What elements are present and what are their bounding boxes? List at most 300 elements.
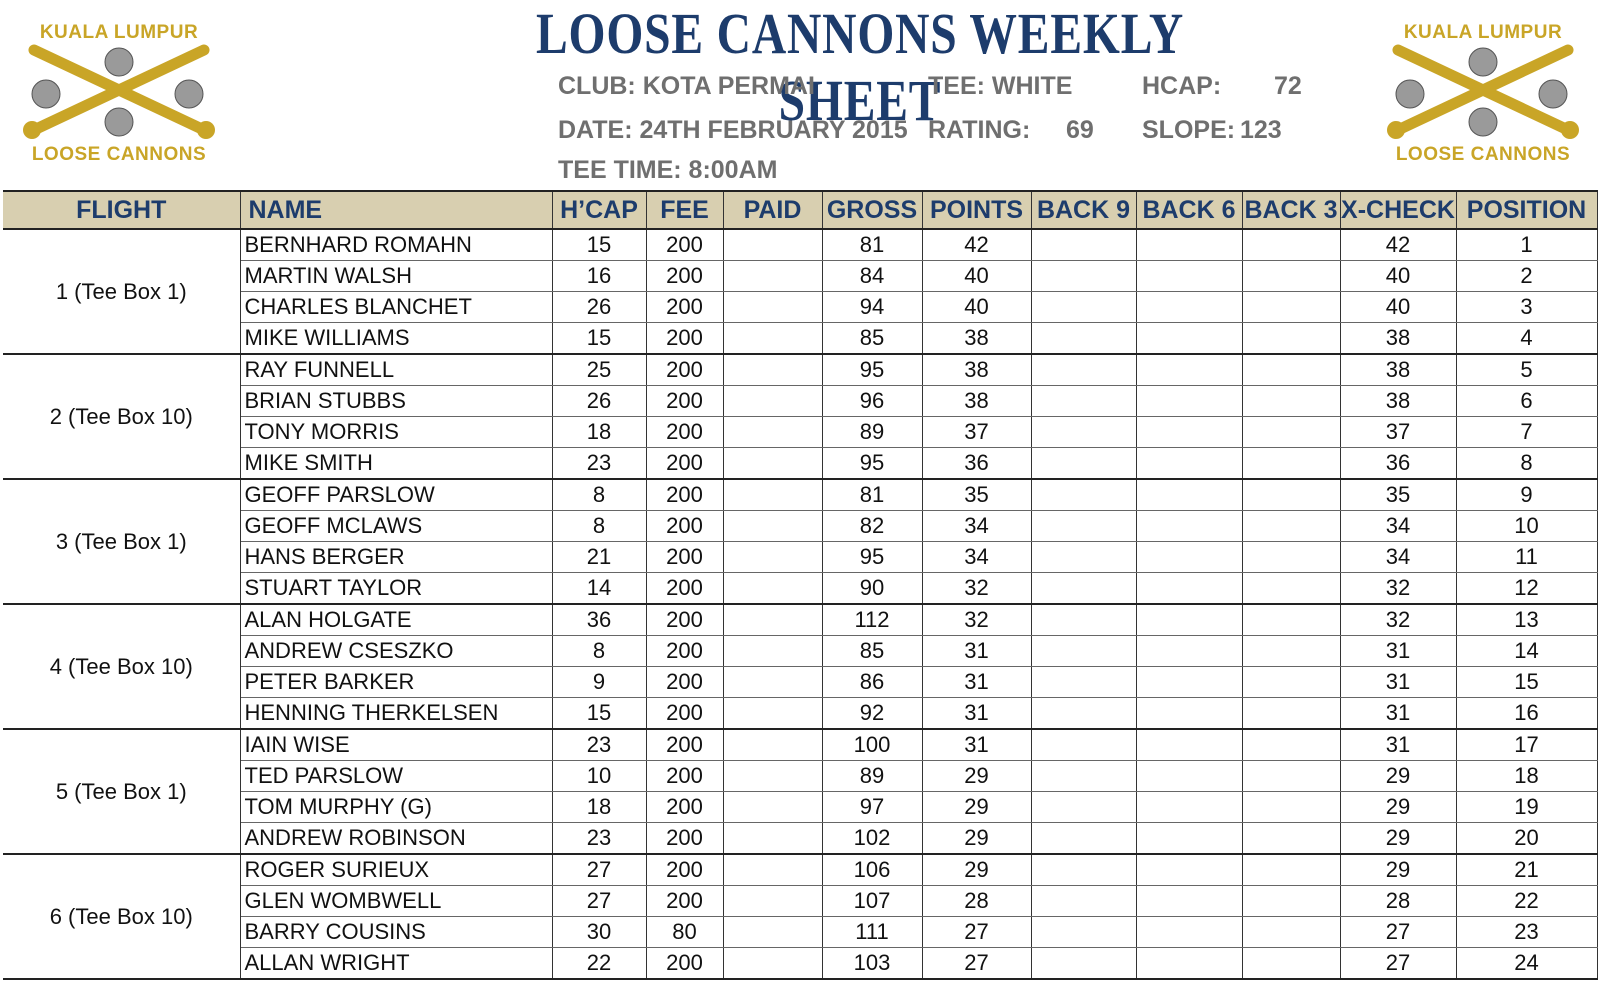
slope-label: SLOPE: xyxy=(1142,116,1236,144)
player-paid xyxy=(723,886,822,917)
player-position: 4 xyxy=(1456,323,1597,355)
rating-value: 69 xyxy=(1066,116,1094,144)
player-name: IAIN WISE xyxy=(240,729,552,761)
player-back9 xyxy=(1031,854,1136,886)
player-back6 xyxy=(1136,261,1242,292)
player-back3 xyxy=(1242,948,1340,980)
player-hcap: 21 xyxy=(552,542,646,573)
player-points: 27 xyxy=(922,948,1031,980)
player-xcheck: 27 xyxy=(1340,917,1456,948)
club-info: CLUB: KOTA PERMAI xyxy=(558,72,815,100)
slope-value: 123 xyxy=(1240,116,1282,144)
player-position: 20 xyxy=(1456,823,1597,855)
player-hcap: 36 xyxy=(552,604,646,636)
table-row xyxy=(3,917,1597,948)
player-back9 xyxy=(1031,698,1136,730)
flight-label: 5 (Tee Box 1) xyxy=(3,729,240,854)
player-points: 37 xyxy=(922,417,1031,448)
player-points: 40 xyxy=(922,261,1031,292)
hcap-value: 72 xyxy=(1274,72,1302,100)
player-position: 19 xyxy=(1456,792,1597,823)
player-xcheck: 34 xyxy=(1340,542,1456,573)
player-back3 xyxy=(1242,479,1340,511)
player-back3 xyxy=(1242,761,1340,792)
player-name: MARTIN WALSH xyxy=(240,261,552,292)
player-position: 6 xyxy=(1456,386,1597,417)
player-gross: 94 xyxy=(822,292,922,323)
player-paid xyxy=(723,948,822,980)
player-hcap: 14 xyxy=(552,573,646,605)
player-back9 xyxy=(1031,948,1136,980)
player-fee: 200 xyxy=(646,854,723,886)
player-fee: 200 xyxy=(646,573,723,605)
player-fee: 200 xyxy=(646,417,723,448)
crossed-cannons-icon xyxy=(1378,42,1588,142)
player-paid xyxy=(723,854,822,886)
player-hcap: 27 xyxy=(552,854,646,886)
player-points: 38 xyxy=(922,386,1031,417)
player-hcap: 26 xyxy=(552,292,646,323)
player-points: 29 xyxy=(922,792,1031,823)
table-row xyxy=(3,354,1597,386)
player-fee: 200 xyxy=(646,948,723,980)
player-fee: 200 xyxy=(646,729,723,761)
player-back3 xyxy=(1242,636,1340,667)
player-xcheck: 29 xyxy=(1340,854,1456,886)
player-back6 xyxy=(1136,854,1242,886)
player-position: 24 xyxy=(1456,948,1597,980)
player-back6 xyxy=(1136,386,1242,417)
player-paid xyxy=(723,698,822,730)
player-hcap: 18 xyxy=(552,417,646,448)
col-header-back6: BACK 6 xyxy=(1136,191,1242,229)
player-back9 xyxy=(1031,792,1136,823)
player-back6 xyxy=(1136,636,1242,667)
player-gross: 81 xyxy=(822,229,922,261)
player-gross: 92 xyxy=(822,698,922,730)
club-logo-right xyxy=(1378,18,1588,168)
player-back9 xyxy=(1031,354,1136,386)
player-xcheck: 37 xyxy=(1340,417,1456,448)
player-position: 8 xyxy=(1456,448,1597,480)
table-row xyxy=(3,479,1597,511)
player-points: 36 xyxy=(922,448,1031,480)
player-position: 10 xyxy=(1456,511,1597,542)
player-points: 31 xyxy=(922,698,1031,730)
player-back6 xyxy=(1136,511,1242,542)
col-header-name: NAME xyxy=(240,191,552,229)
player-points: 29 xyxy=(922,854,1031,886)
player-fee: 200 xyxy=(646,354,723,386)
player-hcap: 25 xyxy=(552,354,646,386)
player-back6 xyxy=(1136,448,1242,480)
player-back9 xyxy=(1031,386,1136,417)
player-back6 xyxy=(1136,479,1242,511)
flight-label: 4 (Tee Box 10) xyxy=(3,604,240,729)
player-gross: 85 xyxy=(822,636,922,667)
player-xcheck: 36 xyxy=(1340,448,1456,480)
table-row xyxy=(3,948,1597,980)
player-fee: 200 xyxy=(646,292,723,323)
player-back9 xyxy=(1031,511,1136,542)
player-fee: 200 xyxy=(646,792,723,823)
player-paid xyxy=(723,761,822,792)
player-fee: 200 xyxy=(646,386,723,417)
player-back3 xyxy=(1242,386,1340,417)
player-back6 xyxy=(1136,229,1242,261)
player-name: RAY FUNNELL xyxy=(240,354,552,386)
player-name: TED PARSLOW xyxy=(240,761,552,792)
player-name: TONY MORRIS xyxy=(240,417,552,448)
logo-bottom-text: LOOSE CANNONS xyxy=(1395,144,1571,165)
player-xcheck: 31 xyxy=(1340,636,1456,667)
player-gross: 100 xyxy=(822,729,922,761)
player-back9 xyxy=(1031,761,1136,792)
rating-label: RATING: xyxy=(928,116,1031,144)
player-fee: 200 xyxy=(646,761,723,792)
table-row xyxy=(3,448,1597,480)
player-back9 xyxy=(1031,448,1136,480)
player-back9 xyxy=(1031,917,1136,948)
table-row xyxy=(3,886,1597,917)
table-row xyxy=(3,573,1597,605)
player-name: GEOFF PARSLOW xyxy=(240,479,552,511)
player-hcap: 15 xyxy=(552,698,646,730)
player-xcheck: 40 xyxy=(1340,292,1456,323)
player-hcap: 9 xyxy=(552,667,646,698)
player-xcheck: 29 xyxy=(1340,761,1456,792)
player-gross: 90 xyxy=(822,573,922,605)
player-fee: 200 xyxy=(646,261,723,292)
player-fee: 200 xyxy=(646,542,723,573)
player-back9 xyxy=(1031,292,1136,323)
player-name: ALAN HOLGATE xyxy=(240,604,552,636)
player-gross: 106 xyxy=(822,854,922,886)
player-hcap: 8 xyxy=(552,511,646,542)
player-back9 xyxy=(1031,604,1136,636)
table-row xyxy=(3,823,1597,855)
player-back9 xyxy=(1031,229,1136,261)
player-back3 xyxy=(1242,417,1340,448)
player-xcheck: 38 xyxy=(1340,354,1456,386)
player-xcheck: 38 xyxy=(1340,323,1456,355)
player-name: GLEN WOMBWELL xyxy=(240,886,552,917)
player-back6 xyxy=(1136,729,1242,761)
player-back3 xyxy=(1242,511,1340,542)
player-back6 xyxy=(1136,292,1242,323)
player-position: 17 xyxy=(1456,729,1597,761)
player-name: MIKE SMITH xyxy=(240,448,552,480)
player-fee: 200 xyxy=(646,448,723,480)
player-back6 xyxy=(1136,792,1242,823)
player-back9 xyxy=(1031,729,1136,761)
player-gross: 103 xyxy=(822,948,922,980)
player-paid xyxy=(723,261,822,292)
player-back6 xyxy=(1136,573,1242,605)
table-row xyxy=(3,261,1597,292)
tee-time-info: TEE TIME: 8:00AM xyxy=(558,156,778,184)
table-row xyxy=(3,323,1597,355)
player-name: BERNHARD ROMAHN xyxy=(240,229,552,261)
player-paid xyxy=(723,292,822,323)
player-hcap: 22 xyxy=(552,948,646,980)
player-xcheck: 35 xyxy=(1340,479,1456,511)
player-points: 38 xyxy=(922,323,1031,355)
player-back3 xyxy=(1242,854,1340,886)
player-position: 15 xyxy=(1456,667,1597,698)
player-name: ROGER SURIEUX xyxy=(240,854,552,886)
player-back3 xyxy=(1242,323,1340,355)
player-points: 42 xyxy=(922,229,1031,261)
player-position: 18 xyxy=(1456,761,1597,792)
player-paid xyxy=(723,573,822,605)
col-header-points: POINTS xyxy=(922,191,1031,229)
table-row xyxy=(3,386,1597,417)
player-back9 xyxy=(1031,823,1136,855)
player-position: 16 xyxy=(1456,698,1597,730)
col-header-position: POSITION xyxy=(1456,191,1597,229)
player-gross: 81 xyxy=(822,479,922,511)
player-back3 xyxy=(1242,886,1340,917)
player-points: 27 xyxy=(922,917,1031,948)
player-position: 5 xyxy=(1456,354,1597,386)
player-back3 xyxy=(1242,698,1340,730)
player-xcheck: 32 xyxy=(1340,604,1456,636)
player-fee: 200 xyxy=(646,323,723,355)
player-hcap: 15 xyxy=(552,229,646,261)
player-xcheck: 32 xyxy=(1340,573,1456,605)
player-back6 xyxy=(1136,761,1242,792)
player-back9 xyxy=(1031,417,1136,448)
player-name: BARRY COUSINS xyxy=(240,917,552,948)
player-back6 xyxy=(1136,354,1242,386)
player-name: BRIAN STUBBS xyxy=(240,386,552,417)
player-gross: 96 xyxy=(822,386,922,417)
player-gross: 82 xyxy=(822,511,922,542)
player-back3 xyxy=(1242,917,1340,948)
col-header-xcheck: X-CHECK xyxy=(1340,191,1456,229)
player-points: 40 xyxy=(922,292,1031,323)
table-row xyxy=(3,698,1597,730)
col-header-back9: BACK 9 xyxy=(1031,191,1136,229)
player-gross: 112 xyxy=(822,604,922,636)
player-hcap: 23 xyxy=(552,823,646,855)
player-fee: 200 xyxy=(646,823,723,855)
player-back6 xyxy=(1136,323,1242,355)
logo-top-text: KUALA LUMPUR xyxy=(39,22,199,43)
player-back9 xyxy=(1031,261,1136,292)
player-paid xyxy=(723,792,822,823)
col-header-gross: GROSS xyxy=(822,191,922,229)
player-paid xyxy=(723,354,822,386)
player-back6 xyxy=(1136,604,1242,636)
col-header-paid: PAID xyxy=(723,191,822,229)
player-name: HANS BERGER xyxy=(240,542,552,573)
player-back6 xyxy=(1136,917,1242,948)
player-position: 3 xyxy=(1456,292,1597,323)
player-xcheck: 40 xyxy=(1340,261,1456,292)
player-back9 xyxy=(1031,667,1136,698)
player-fee: 200 xyxy=(646,698,723,730)
player-hcap: 15 xyxy=(552,323,646,355)
player-gross: 95 xyxy=(822,448,922,480)
player-back9 xyxy=(1031,323,1136,355)
player-paid xyxy=(723,448,822,480)
player-hcap: 26 xyxy=(552,386,646,417)
player-xcheck: 31 xyxy=(1340,698,1456,730)
player-gross: 89 xyxy=(822,761,922,792)
player-xcheck: 31 xyxy=(1340,729,1456,761)
player-fee: 200 xyxy=(646,229,723,261)
player-back3 xyxy=(1242,667,1340,698)
player-fee: 80 xyxy=(646,917,723,948)
player-name: GEOFF MCLAWS xyxy=(240,511,552,542)
player-xcheck: 29 xyxy=(1340,823,1456,855)
player-hcap: 8 xyxy=(552,479,646,511)
player-xcheck: 42 xyxy=(1340,229,1456,261)
player-points: 34 xyxy=(922,511,1031,542)
table-row xyxy=(3,604,1597,636)
player-points: 31 xyxy=(922,667,1031,698)
player-points: 32 xyxy=(922,573,1031,605)
player-name: ANDREW ROBINSON xyxy=(240,823,552,855)
player-position: 22 xyxy=(1456,886,1597,917)
player-back3 xyxy=(1242,354,1340,386)
flight-label: 2 (Tee Box 10) xyxy=(3,354,240,479)
tee-info: TEE: WHITE xyxy=(928,72,1073,100)
player-gross: 84 xyxy=(822,261,922,292)
table-row xyxy=(3,292,1597,323)
table-row xyxy=(3,854,1597,886)
player-position: 9 xyxy=(1456,479,1597,511)
player-name: ANDREW CSESZKO xyxy=(240,636,552,667)
player-back3 xyxy=(1242,823,1340,855)
player-position: 23 xyxy=(1456,917,1597,948)
player-paid xyxy=(723,386,822,417)
player-name: STUART TAYLOR xyxy=(240,573,552,605)
player-gross: 97 xyxy=(822,792,922,823)
player-back9 xyxy=(1031,542,1136,573)
player-hcap: 23 xyxy=(552,729,646,761)
player-back3 xyxy=(1242,292,1340,323)
player-points: 28 xyxy=(922,886,1031,917)
table-header-row xyxy=(3,191,1597,229)
player-xcheck: 34 xyxy=(1340,511,1456,542)
player-position: 21 xyxy=(1456,854,1597,886)
player-position: 13 xyxy=(1456,604,1597,636)
player-paid xyxy=(723,479,822,511)
player-xcheck: 27 xyxy=(1340,948,1456,980)
player-back9 xyxy=(1031,636,1136,667)
player-back9 xyxy=(1031,573,1136,605)
player-position: 14 xyxy=(1456,636,1597,667)
logo-bottom-text: LOOSE CANNONS xyxy=(31,144,207,165)
player-name: CHARLES BLANCHET xyxy=(240,292,552,323)
flight-label: 1 (Tee Box 1) xyxy=(3,229,240,354)
player-paid xyxy=(723,511,822,542)
col-header-hcap: H’CAP xyxy=(552,191,646,229)
player-name: HENNING THERKELSEN xyxy=(240,698,552,730)
player-position: 1 xyxy=(1456,229,1597,261)
player-back3 xyxy=(1242,229,1340,261)
player-name: ALLAN WRIGHT xyxy=(240,948,552,980)
table-row xyxy=(3,229,1597,261)
player-position: 12 xyxy=(1456,573,1597,605)
player-back3 xyxy=(1242,261,1340,292)
player-hcap: 10 xyxy=(552,761,646,792)
player-hcap: 16 xyxy=(552,261,646,292)
player-fee: 200 xyxy=(646,479,723,511)
player-paid xyxy=(723,667,822,698)
player-gross: 102 xyxy=(822,823,922,855)
player-gross: 95 xyxy=(822,542,922,573)
player-paid xyxy=(723,604,822,636)
player-back6 xyxy=(1136,698,1242,730)
date-info: DATE: 24TH FEBRUARY 2015 xyxy=(558,116,908,144)
table-row xyxy=(3,667,1597,698)
player-position: 11 xyxy=(1456,542,1597,573)
player-back9 xyxy=(1031,479,1136,511)
player-points: 29 xyxy=(922,761,1031,792)
player-points: 34 xyxy=(922,542,1031,573)
player-paid xyxy=(723,636,822,667)
col-header-fee: FEE xyxy=(646,191,723,229)
table-row xyxy=(3,729,1597,761)
player-points: 38 xyxy=(922,354,1031,386)
player-back6 xyxy=(1136,948,1242,980)
page-title: LOOSE CANNONS WEEKLY SHEET xyxy=(535,1,1185,133)
player-gross: 89 xyxy=(822,417,922,448)
player-gross: 95 xyxy=(822,354,922,386)
player-position: 7 xyxy=(1456,417,1597,448)
flight-label: 6 (Tee Box 10) xyxy=(3,854,240,979)
player-fee: 200 xyxy=(646,604,723,636)
player-paid xyxy=(723,323,822,355)
player-points: 31 xyxy=(922,729,1031,761)
hcap-label: HCAP: xyxy=(1142,72,1222,100)
player-gross: 85 xyxy=(822,323,922,355)
player-name: MIKE WILLIAMS xyxy=(240,323,552,355)
col-header-back3: BACK 3 xyxy=(1242,191,1340,229)
player-back6 xyxy=(1136,823,1242,855)
crossed-cannons-icon xyxy=(14,42,224,142)
player-xcheck: 29 xyxy=(1340,792,1456,823)
player-back6 xyxy=(1136,886,1242,917)
player-position: 2 xyxy=(1456,261,1597,292)
player-paid xyxy=(723,229,822,261)
player-back3 xyxy=(1242,729,1340,761)
player-points: 32 xyxy=(922,604,1031,636)
player-back3 xyxy=(1242,792,1340,823)
player-name: TOM MURPHY (G) xyxy=(240,792,552,823)
player-fee: 200 xyxy=(646,636,723,667)
player-back3 xyxy=(1242,542,1340,573)
player-points: 35 xyxy=(922,479,1031,511)
player-xcheck: 38 xyxy=(1340,386,1456,417)
player-paid xyxy=(723,917,822,948)
player-back3 xyxy=(1242,448,1340,480)
results-table xyxy=(3,190,1598,980)
table-row xyxy=(3,417,1597,448)
player-fee: 200 xyxy=(646,667,723,698)
player-gross: 107 xyxy=(822,886,922,917)
table-row xyxy=(3,636,1597,667)
flight-label: 3 (Tee Box 1) xyxy=(3,479,240,604)
col-header-flight: FLIGHT xyxy=(3,191,240,229)
player-paid xyxy=(723,823,822,855)
player-paid xyxy=(723,729,822,761)
player-name: PETER BARKER xyxy=(240,667,552,698)
